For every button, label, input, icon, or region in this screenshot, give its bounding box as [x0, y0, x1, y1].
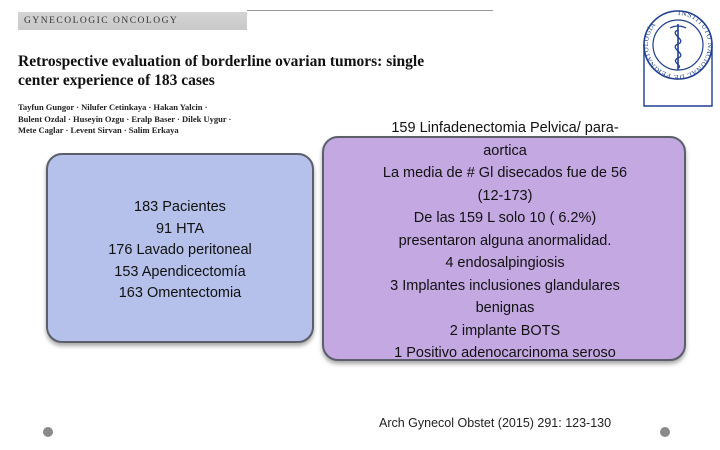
list-item: aortica [483, 142, 527, 159]
seal-ring-text: INSTITUTO NACIONAL DE PERINATOLOGÍA [641, 8, 715, 82]
list-item: benignas [475, 300, 535, 316]
case-summary-list [108, 197, 252, 305]
slide-bullet-left [43, 427, 53, 437]
citation: Arch Gynecol Obstet (2015) 291: 123-130 [379, 416, 612, 430]
list-item: 1 Positivo adenocarcinoma seroso [394, 345, 616, 361]
article-title: Retrospective evaluation of borderline ovarian tumors: single center experience of 183 cases [18, 53, 425, 89]
author-line: Tayfun Gungor · Nilufer Cetinkaya · Hakan Yalcin · [18, 102, 208, 112]
list-item: (12-173) [477, 187, 533, 204]
list-item: 176 Lavado peritoneal [108, 242, 252, 259]
author-line: Bulent Ozdal · Huseyin Ozgu · Eralp Baser · Dilek Uygur · [18, 113, 232, 124]
list-item: 159 Linfadenectomia Pelvica/ para- [391, 120, 619, 136]
list-item: 2 implante BOTS [449, 322, 561, 339]
slide-bullet-right [660, 427, 670, 437]
list-item: 3 Implantes inclusiones glandulares [390, 277, 620, 294]
author-line: Mete Caglar · Levent Sirvan · Salim Erkaya [18, 125, 179, 135]
list-item: De las 159 L solo 10 ( 6.2%) [413, 210, 597, 226]
list-item: 153 Apendicectomía [114, 263, 246, 280]
list-item: 91 HTA [155, 220, 205, 237]
author-list [18, 102, 348, 137]
list-item: 4 endosalpingiosis [445, 255, 565, 271]
institution-seal-icon [640, 6, 716, 116]
summary-box-cases [46, 153, 314, 343]
list-item: La media de # Gl disecados fue de 56 [382, 165, 628, 181]
list-item: 183 Pacientes [134, 199, 226, 216]
list-item: presentaron alguna anormalidad. [398, 232, 612, 249]
header-rule [247, 10, 493, 11]
journal-name: GYNECOLOGIC ONCOLOGY [24, 16, 179, 26]
lymphadenectomy-summary-list [340, 117, 670, 365]
list-item: 163 Omentectomia [118, 285, 242, 302]
